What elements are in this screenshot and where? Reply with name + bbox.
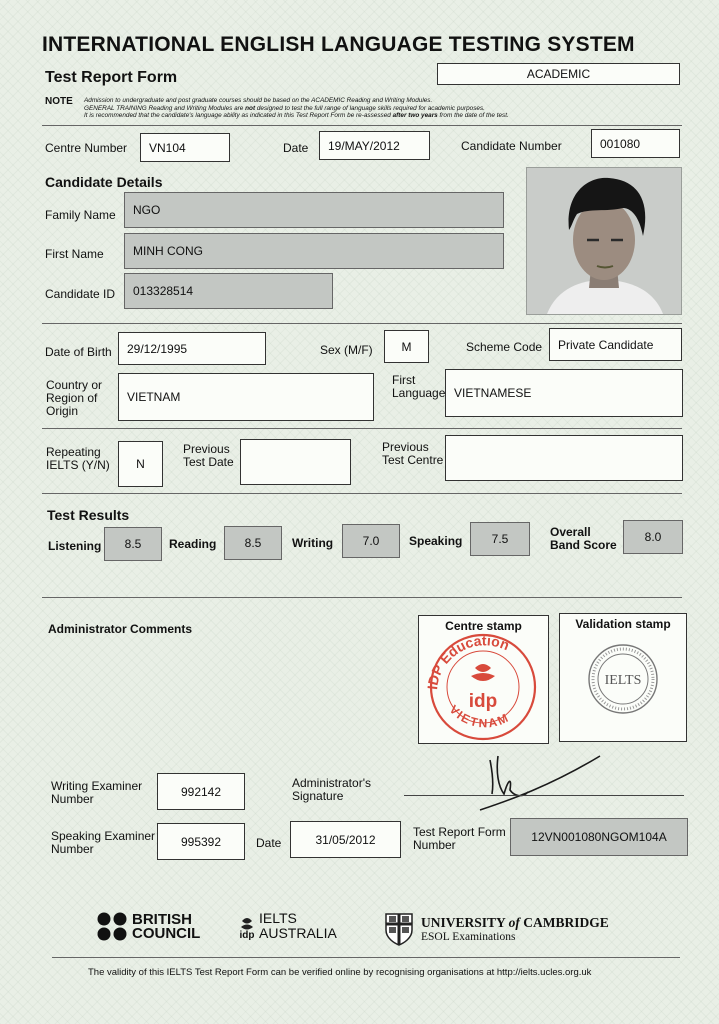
speaking-examiner-label: Speaking Examiner Number <box>51 829 156 856</box>
divider <box>42 428 682 429</box>
ielts-australia-logo <box>238 911 337 941</box>
writing-examiner-field: 992142 <box>157 773 245 810</box>
writing-label: Writing <box>292 536 334 550</box>
previous-test-centre-field <box>445 435 683 481</box>
portrait-image <box>527 168 681 314</box>
note-line-2: GENERAL TRAINING Reading and Writing Modules are not designed to test the full range of language skills required for academic purposes. <box>84 104 485 112</box>
bc-line-2: COUNCIL <box>132 925 201 942</box>
candidate-id-label: Candidate ID <box>45 287 116 301</box>
country-field: VIETNAM <box>118 373 374 421</box>
overall-band-label: Overall Band Score <box>550 525 617 552</box>
writing-score: 7.0 <box>342 524 400 558</box>
administrator-signature <box>470 720 610 820</box>
cambridge-logo <box>384 912 609 946</box>
validation-stamp <box>560 634 686 734</box>
sex-field: M <box>384 330 429 363</box>
cambridge-shield-icon <box>384 912 414 946</box>
admin-date-label: Date <box>256 836 282 850</box>
test-date-field: 19/MAY/2012 <box>319 131 430 160</box>
divider <box>42 597 682 598</box>
note-line-3: It is recommended that the candidate's language ability as indicated in this Test Report Form be re-assessed after two years from the date of the test. <box>84 112 509 120</box>
divider <box>42 125 682 126</box>
cambridge-title: UNIVERSITY of CAMBRIDGE <box>421 914 609 930</box>
previous-test-date-label: Previous Test Date <box>183 442 234 469</box>
idp-stamp-top-text: IDP Education <box>424 632 512 691</box>
admin-signature-label: Administrator's Signature <box>292 776 371 803</box>
centre-stamp-label: Centre stamp <box>445 619 522 633</box>
idp-flower-icon <box>471 664 495 681</box>
note-label: NOTE <box>45 96 73 107</box>
writing-examiner-label: Writing Examiner Number <box>51 779 143 806</box>
test-results-heading: Test Results <box>47 507 130 523</box>
idp-stamp-bottom-text: VIETNAM <box>446 702 512 731</box>
bc-line-1: BRITISH <box>132 911 192 928</box>
admin-comments-label: Administrator Comments <box>48 622 193 636</box>
trf-number-field: 12VN001080NGOM104A <box>510 818 688 856</box>
speaking-score: 7.5 <box>470 522 530 556</box>
previous-test-date-field <box>240 439 351 485</box>
repeating-ielts-field: N <box>118 441 163 487</box>
country-label: Country or Region of Origin <box>46 378 103 418</box>
listening-label: Listening <box>48 539 102 553</box>
scheme-code-field: Private Candidate <box>549 328 682 361</box>
document-title: INTERNATIONAL ENGLISH LANGUAGE TESTING SYSTEM <box>42 33 635 56</box>
family-name-field: NGO <box>124 192 504 228</box>
candidate-photo <box>526 167 682 315</box>
candidate-id-field: 013328514 <box>124 273 333 309</box>
british-council-logo <box>97 912 200 942</box>
speaking-examiner-field: 995392 <box>157 823 245 860</box>
family-name-label: Family Name <box>45 208 116 222</box>
validation-stamp-text: IELTS <box>604 673 642 688</box>
speaking-label: Speaking <box>409 534 463 548</box>
dob-label: Date of Birth <box>45 345 112 359</box>
previous-test-centre-label: Previous Test Centre <box>382 440 444 467</box>
first-language-label: First Language <box>392 373 446 400</box>
divider <box>52 957 680 958</box>
idp-small-text: idp <box>239 930 255 941</box>
reading-score: 8.5 <box>224 526 282 560</box>
ielts-line-2: AUSTRALIA <box>259 925 337 941</box>
divider <box>42 493 682 494</box>
dob-field: 29/12/1995 <box>118 332 266 365</box>
cambridge-subtitle: ESOL Examinations <box>421 930 516 943</box>
overall-band-score: 8.0 <box>623 520 683 554</box>
scheme-code-label: Scheme Code <box>466 340 543 354</box>
note-text <box>84 97 684 120</box>
validation-stamp-label: Validation stamp <box>575 617 671 631</box>
ielts-line-1: IELTS <box>259 910 297 926</box>
first-language-field: VIETNAMESE <box>445 369 683 417</box>
test-date-label: Date <box>283 141 309 155</box>
admin-date-field: 31/05/2012 <box>290 821 401 858</box>
trf-number-label: Test Report Form Number <box>413 825 506 852</box>
first-name-field: MINH CONG <box>124 233 504 269</box>
centre-number-label: Centre Number <box>45 141 128 155</box>
candidate-number-field: 001080 <box>591 129 680 158</box>
module-box: ACADEMIC <box>437 63 680 85</box>
reading-label: Reading <box>169 537 217 551</box>
idp-stamp-logo: idp <box>468 691 498 712</box>
candidate-details-heading: Candidate Details <box>45 174 163 190</box>
idp-flower-small-icon <box>238 915 256 931</box>
repeating-ielts-label: Repeating IELTS (Y/N) <box>46 445 110 472</box>
sex-label: Sex (M/F) <box>320 343 373 357</box>
first-name-label: First Name <box>45 247 104 261</box>
centre-number-field: VN104 <box>140 133 230 162</box>
candidate-number-label: Candidate Number <box>461 139 562 153</box>
divider <box>42 323 682 324</box>
listening-score: 8.5 <box>104 527 162 561</box>
note-line-1: Admission to undergraduate and post graduate courses should be based on the ACADEMIC Reading and Writing Modules. <box>84 97 433 104</box>
form-title: Test Report Form <box>45 69 178 86</box>
validity-note: The validity of this IELTS Test Report Form can be verified online by recognising organisations at http://ielts.ucles.org.uk <box>88 967 592 978</box>
signature-line <box>404 795 684 796</box>
british-council-dots-icon <box>97 912 129 942</box>
